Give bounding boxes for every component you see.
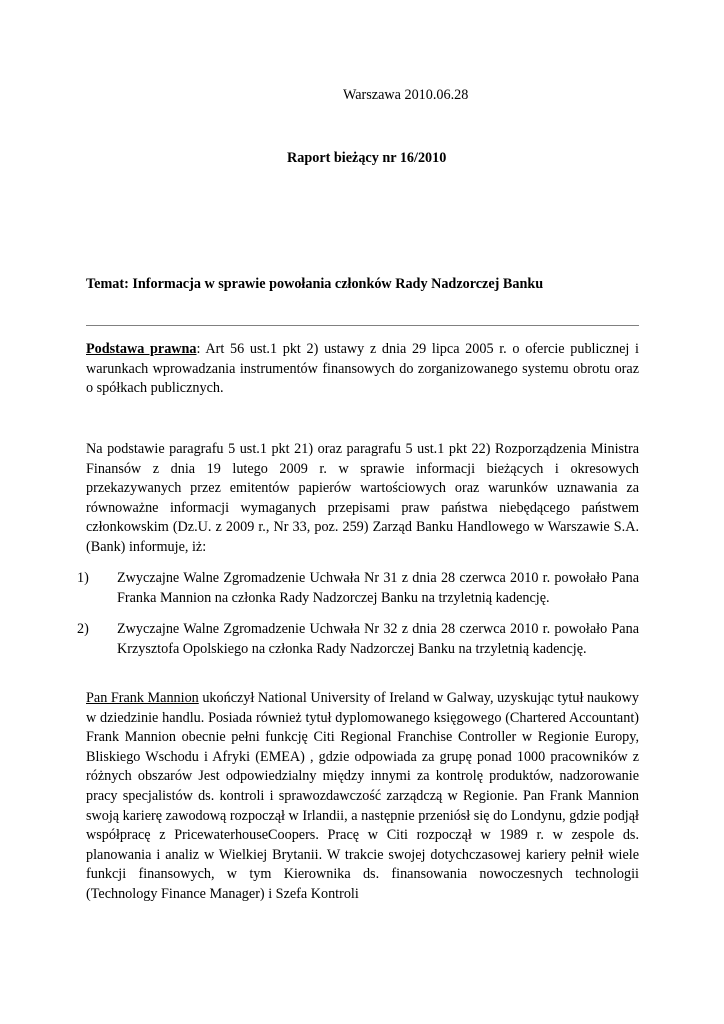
list-item-number: 1) xyxy=(77,570,89,586)
horizontal-divider xyxy=(86,325,639,326)
date-line: Warszawa 2010.06.28 xyxy=(343,87,469,103)
list-item xyxy=(77,569,639,608)
legal-basis-text: : Art 56 ust.1 pkt 2) ustawy z dnia 29 lipca 2005 r. o ofercie publicznej i warunkach wprowadzania instrumentów finansowych do zorganizowanego systemu obrotu oraz o spółkach publicznych. xyxy=(86,341,639,397)
resolution-list xyxy=(77,569,639,671)
list-item-text: Zwyczajne Walne Zgromadzenie Uchwała Nr 32 z dnia 28 czerwca 2010 r. powołało Pana Krzysztofa Opolskiego na członka Rady Nadzorczej Banku na trzyletnią kadencję. xyxy=(117,621,639,657)
list-item-number: 2) xyxy=(77,621,89,638)
legal-basis-paragraph xyxy=(86,340,639,399)
biography-paragraph xyxy=(86,689,639,905)
report-title: Raport bieżący nr 16/2010 xyxy=(287,150,447,166)
biography-name: Pan Frank Mannion xyxy=(86,690,199,706)
list-item-text: Zwyczajne Walne Zgromadzenie Uchwała Nr 31 z dnia 28 czerwca 2010 r. powołało Pana Franka Mannion na członka Rady Nadzorczej Banku na trzyletnią kadencję. xyxy=(117,570,639,606)
legal-basis-label: Podstawa prawna xyxy=(86,341,197,357)
intro-paragraph: Na podstawie paragrafu 5 ust.1 pkt 21) oraz paragrafu 5 ust.1 pkt 22) Rozporządzenia Ministra Finansów z dnia 19 lutego 2009 r. w sprawie informacji bieżących i okresowych przekazywanych przez emitentów papierów wartościowych oraz warunków uznawania za równoważne informacji wymaganych przepisami praw państwa niebędącego państwem członkowskim (Dz.U. z 2009 r., Nr 33, poz. 259) Zarząd Banku Handlowego w Warszawie S.A. (Bank) informuje, iż: xyxy=(86,441,639,555)
list-item xyxy=(77,620,639,659)
biography-text: ukończył National University of Ireland w Galway, uzyskując tytuł naukowy w dziedzinie handlu. Posiada również tytuł dyplomowanego księgowego (Chartered Accountant) Frank Mannion obecnie pełni funkcję Citi Regional Franchise Controller w Regionie Europy, Bliskiego Wschodu i Afryki (EMEA) , gdzie odpowiada za grupę ponad 1000 pracowników z różnych obszarów Jest odpowiedzialny między innymi za kontrolę produktów, nadzorowanie pracy specjalistów ds. kontroli i sprawozdawczość zarządczą w Regionie. Pan Frank Mannion swoją karierę zawodową rozpoczął w Irlandii, a następnie przeniósł się do Londynu, gdzie podjął współpracę z PricewaterhouseCoopers. Pracę w Citi rozpoczął w 1989 r. w zespole ds. planowania i analiz w Wielkiej Brytanii. W trakcie swojej dotychczasowej kariery pełnił wiele funkcji finansowych, w tym Kierownika ds. finansowania nowoczesnych technologii (Technology Finance Manager) i Szefa Kontroli xyxy=(86,690,639,902)
subject-line: Temat: Informacja w sprawie powołania członków Rady Nadzorczej Banku xyxy=(86,276,544,292)
